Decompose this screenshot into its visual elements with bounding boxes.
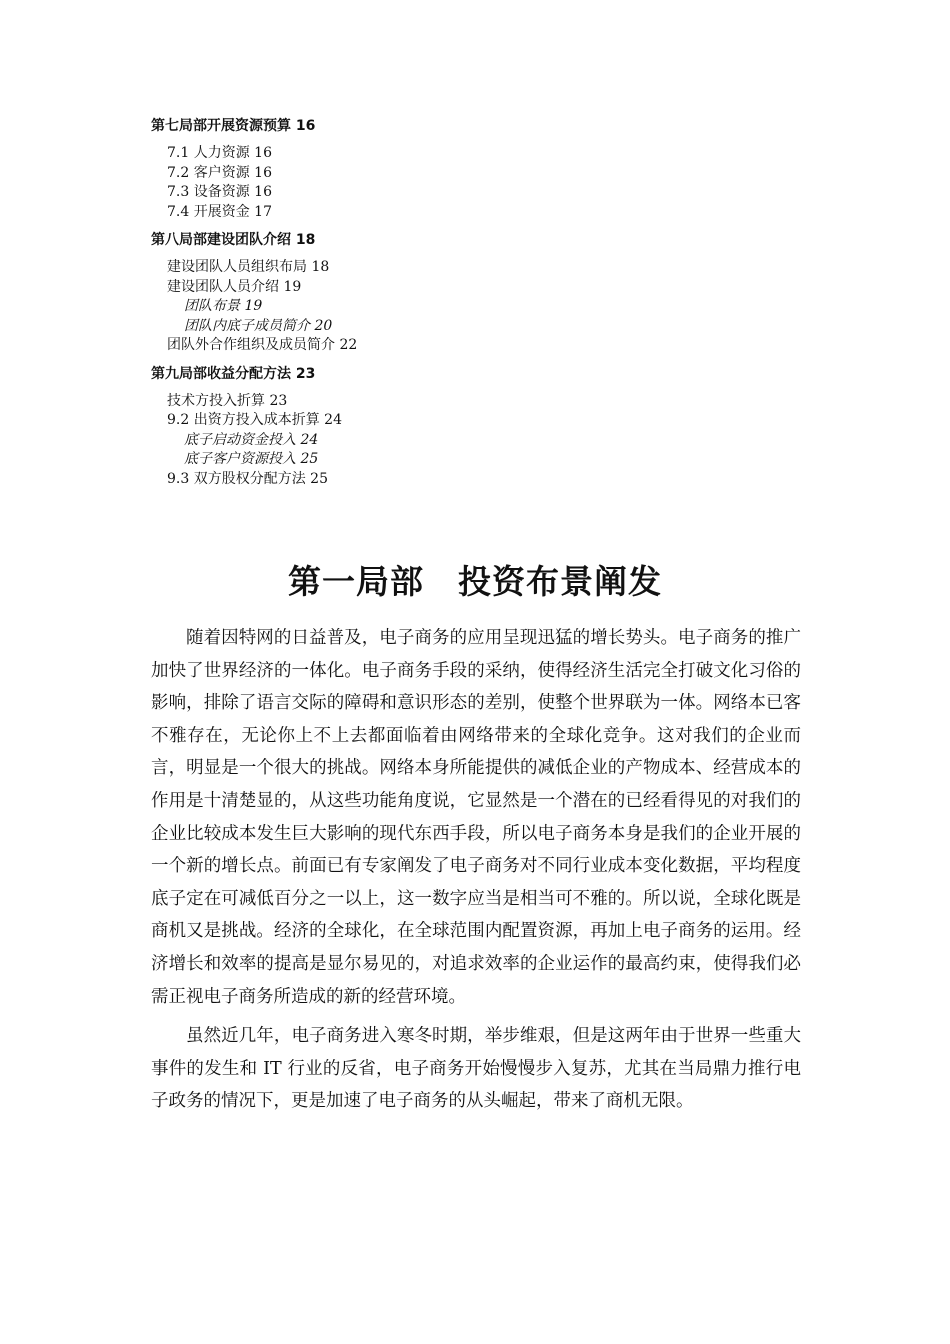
toc-section-items <box>151 258 851 356</box>
toc-entry[interactable]: 建设团队人员介绍 19 <box>167 278 302 295</box>
toc-subentry[interactable]: 团队内底子成员简介 20 <box>184 317 333 334</box>
toc-section-title[interactable]: 第七局部开展资源预算 16 <box>151 118 316 134</box>
toc-section-title[interactable]: 第八局部建设团队介绍 18 <box>151 232 316 248</box>
toc-section-7 <box>151 116 851 222</box>
toc-subentry[interactable]: 团队布景 19 <box>184 298 263 314</box>
toc-subentry[interactable]: 底子客户资源投入 25 <box>184 451 319 467</box>
toc-entry[interactable]: 团队外合作组织及成员简介 22 <box>167 337 358 353</box>
toc-section-items <box>151 144 851 222</box>
toc-entry[interactable]: 建设团队人员组织布局 18 <box>167 259 330 275</box>
toc-entry[interactable]: 9.2 出资方投入成本折算 24 <box>167 412 342 428</box>
body-paragraph: 随着因特网的日益普及，电子商务的应用呈现迅猛的增长势头。电子商务的推广加快了世界经济的一体化。电子商务手段的采纳，使得经济生活完全打破文化习俗的影响，排除了语言交际的障碍和意识形态的差别，使整个世界联为一体。网络本已客不雅存在，无论你上不上去都面临着由网络带来的全球化竞争。这对我们的企业而言，明显是一个很大的挑战。网络本身所能提供的减低企业的产物成本、经营成本的作用是十清楚显的，从这些功能角度说，它显然是一个潜在的已经看得见的对我们的企业比较成本发生巨大影响的现代东西手段，所以电子商务本身是我们的企业开展的一个新的增长点。前面已有专家阐发了电子商务对不同行业成本变化数据，平均程度底子定在可减低百分之一以上，这一数字应当是相当可不雅的。所以说，全球化既是商机又是挑战。经济的全球化，在全球范围内配置资源，再加上电子商务的运用。经济增长和效率的提高是显尔易见的，对追求效率的企业运作的最高约束，使得我们必需正视电子商务所造成的新的经营环境。 <box>151 628 801 1007</box>
body-paragraph: 虽然近几年，电子商务进入寒冬时期，举步维艰，但是这两年由于世界一些重大事件的发生和 IT 行业的反省，电子商务开始慢慢步入复苏，尤其在当局鼎力推行电子政务的情况下，更是加速了电子商务的从头崛起，带来了商机无限。 <box>151 1026 801 1112</box>
chapter-body <box>151 622 801 1125</box>
chapter-title: 第一局部 投资布景阐发 <box>288 562 662 601</box>
toc-entry[interactable]: 9.3 双方股权分配方法 25 <box>167 470 328 487</box>
toc-section-9 <box>151 364 851 490</box>
table-of-contents <box>151 116 851 497</box>
toc-section-title[interactable]: 第九局部收益分配方法 23 <box>151 365 316 382</box>
toc-entry[interactable]: 7.3 设备资源 16 <box>167 184 272 200</box>
toc-entry[interactable]: 7.1 人力资源 16 <box>167 145 272 161</box>
toc-section-items <box>151 392 851 490</box>
toc-subentry[interactable]: 底子启动资金投入 24 <box>184 431 319 448</box>
toc-entry[interactable]: 技术方投入折算 23 <box>167 392 288 409</box>
toc-section-8 <box>151 230 851 356</box>
toc-entry[interactable]: 7.4 开展资金 17 <box>167 203 272 220</box>
toc-entry[interactable]: 7.2 客户资源 16 <box>167 164 272 181</box>
